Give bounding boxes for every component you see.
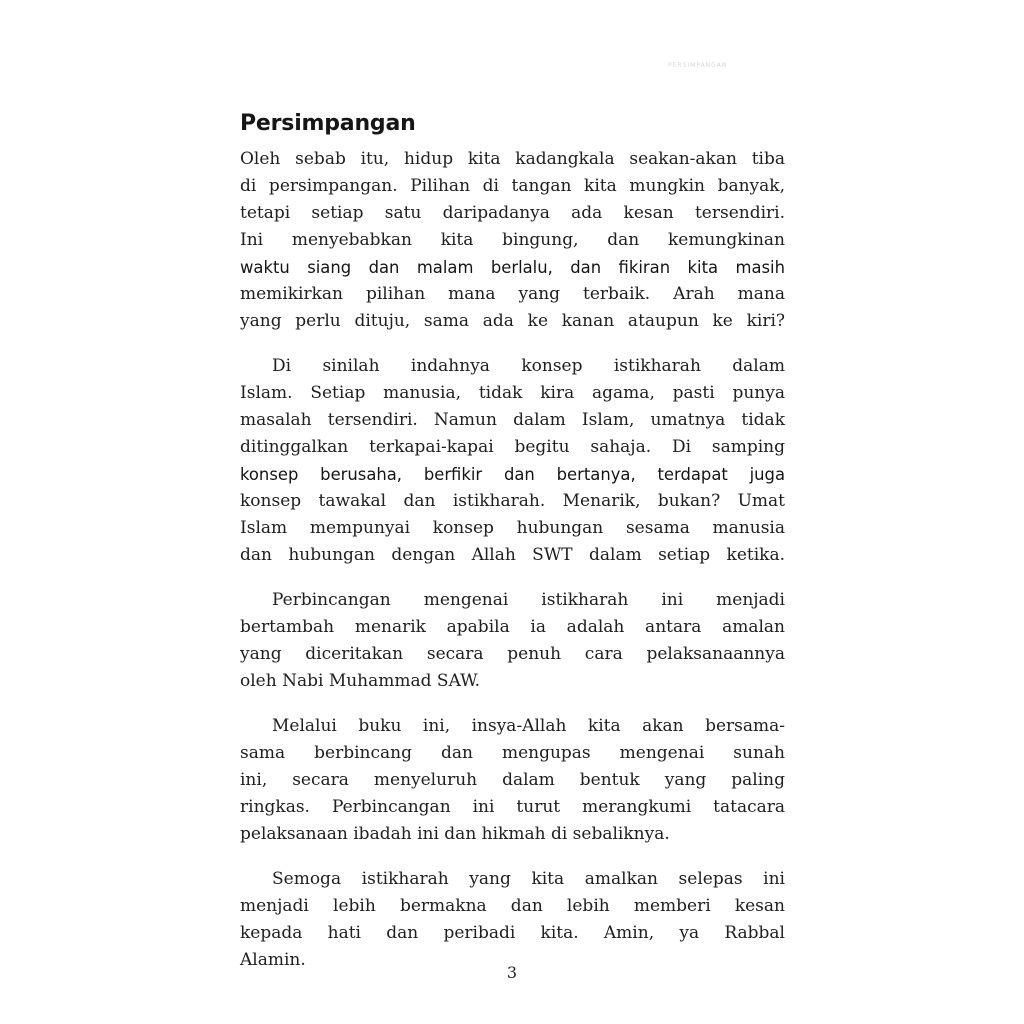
text-line: yang diceritakan secara penuh cara pelaksanaannya [240, 644, 785, 664]
text-line: Islam. Setiap manusia, tidak kira agama, pasti punya [240, 383, 785, 403]
text-line: Islam mempunyai konsep hubungan sesama manusia [240, 518, 785, 538]
text-line: Ini menyebabkan kita bingung, dan kemungkinan [240, 230, 785, 250]
paragraph-2 [240, 353, 785, 569]
text-line: konsep berusaha, berfikir dan bertanya, terdapat juga [240, 465, 785, 484]
text-line: Oleh sebab itu, hidup kita kadangkala seakan-akan tiba [240, 149, 785, 169]
text-line: ditinggalkan terkapai-kapai begitu sahaja. Di samping [240, 437, 785, 457]
page-number: 3 [506, 963, 518, 982]
text-line: Di sinilah indahnya konsep istikharah dalam [272, 356, 785, 376]
paragraph-4 [240, 713, 785, 848]
text-line: menjadi lebih bermakna dan lebih memberi kesan [240, 896, 785, 916]
text-line: bertambah menarik apabila ia adalah antara amalan [240, 617, 785, 637]
paragraph-1 [240, 146, 785, 335]
text-line: oleh Nabi Muhammad SAW. [240, 671, 481, 691]
paragraph-3 [240, 587, 785, 695]
text-line: waktu siang dan malam berlalu, dan fikiran kita masih [240, 258, 785, 277]
running-head: PERSIMPANGAN [668, 62, 728, 69]
text-line: ini, secara menyeluruh dalam bentuk yang paling [240, 770, 785, 790]
text-line: Semoga istikharah yang kita amalkan selepas ini [272, 869, 785, 889]
text-line: di persimpangan. Pilihan di tangan kita mungkin banyak, [240, 176, 785, 196]
text-line: memikirkan pilihan mana yang terbaik. Arah mana [240, 284, 785, 304]
text-line: ringkas. Perbincangan ini turut merangkumi tatacara [240, 797, 785, 817]
paragraph-5 [240, 866, 785, 974]
text-line: dan hubungan dengan Allah SWT dalam setiap ketika. [240, 545, 785, 565]
text-line: Perbincangan mengenai istikharah ini menjadi [272, 590, 785, 610]
text-line: Melalui buku ini, insya-Allah kita akan bersama- [272, 716, 785, 736]
text-line: yang perlu dituju, sama ada ke kanan ataupun ke kiri? [240, 311, 785, 331]
text-line: tetapi setiap satu daripadanya ada kesan tersendiri. [240, 203, 785, 223]
body-text [240, 146, 785, 992]
text-line: pelaksanaan ibadah ini dan hikmah di sebaliknya. [240, 824, 670, 844]
text-line: kepada hati dan peribadi kita. Amin, ya Rabbal [240, 923, 785, 943]
section-heading: Persimpangan [240, 111, 416, 136]
text-line: konsep tawakal dan istikharah. Menarik, bukan? Umat [240, 491, 785, 511]
text-line: sama berbincang dan mengupas mengenai sunah [240, 743, 785, 763]
text-line: masalah tersendiri. Namun dalam Islam, umatnya tidak [240, 410, 785, 430]
text-line: Alamin. [240, 950, 306, 970]
